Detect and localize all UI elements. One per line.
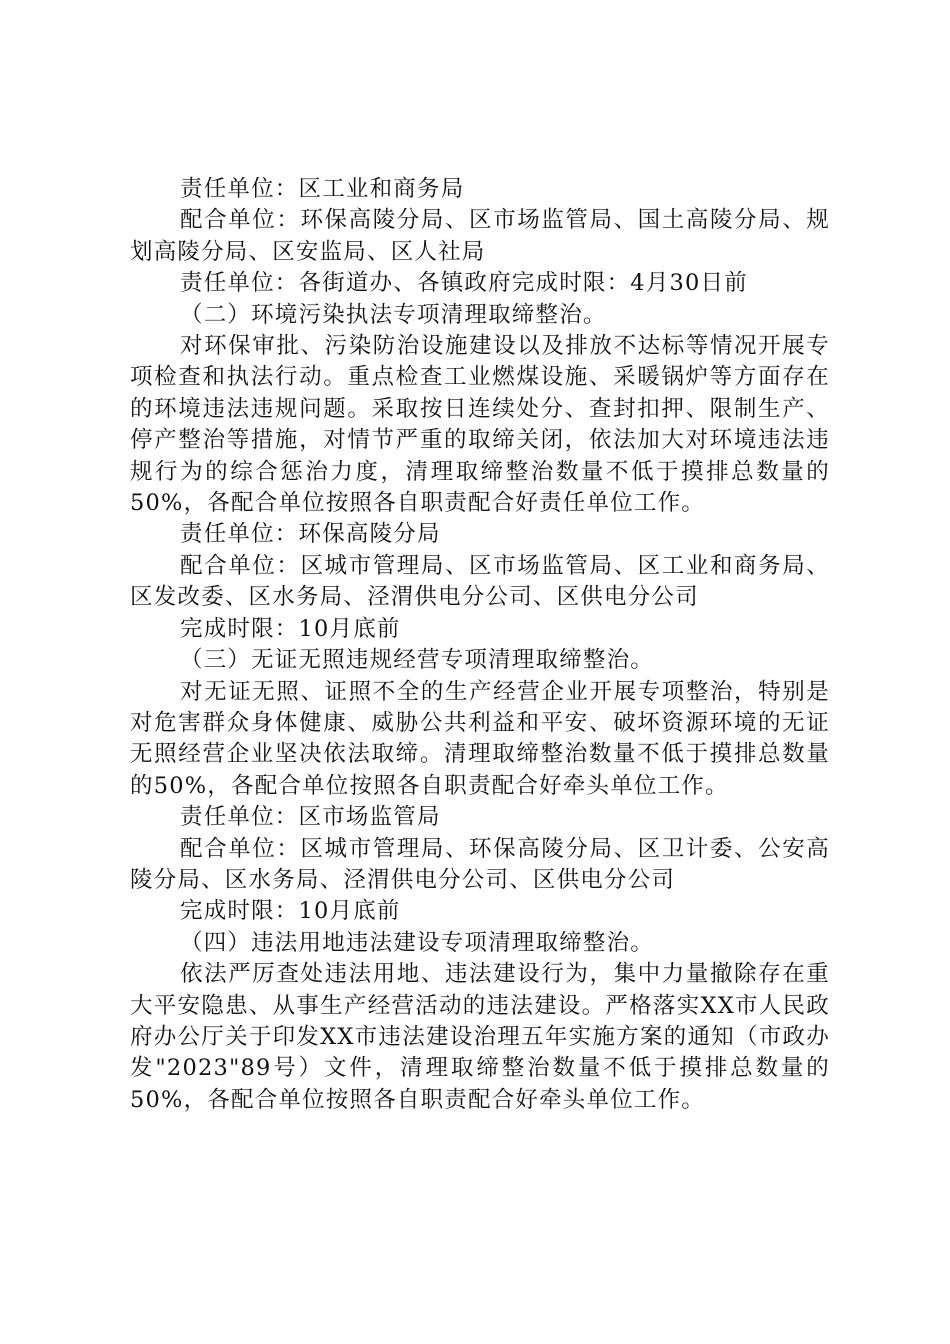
paragraph-responsible-unit-2: 责任单位：环保高陵分局 bbox=[180, 521, 441, 548]
paragraph-section-2-body: 对环保审批、污染防治设施建设以及排放不达标等情况开展专项检查和执法行动。重点检查工业燃煤设施、采暖锅炉等方面存在的环境违法违规问题。采取按日连续处分、查封扣押、限制生产、停产整治等措施，对情节严重的取缔关闭，依法加大对环境违法违规行为的综合惩治力度，清理取缔整治数量不低于摸排总数量的50%，各配合单位按照各自职责配合好责任单位工作。 bbox=[130, 333, 830, 517]
paragraph-responsible-unit-deadline: 责任单位：各街道办、各镇政府完成时限：4月30日前 bbox=[180, 270, 748, 297]
section-heading-2: （二）环境污染执法专项清理取缔整治。 bbox=[180, 301, 607, 328]
paragraph-deadline-3: 完成时限：10月底前 bbox=[180, 898, 401, 925]
paragraph-section-4-body: 依法严厉查处违法用地、违法建设行为，集中力量撤除存在重大平安隐患、从事生产经营活动的违法建设。严格落实XX市人民政府办公厅关于印发XX市违法建设治理五年实施方案的通知（市政办发"2023"89号）文件，清理取缔整治数量不低于摸排总数量的50%，各配合单位按照各自职责配合好牵头单位工作。 bbox=[130, 961, 830, 1113]
document-body bbox=[130, 174, 830, 1116]
paragraph-cooperating-units-3: 配合单位：区城市管理局、环保高陵分局、区卫计委、公安高陵分局、区水务局、泾渭供电分公司、区供电分公司 bbox=[130, 835, 830, 893]
paragraph-cooperating-units-2: 配合单位：区城市管理局、区市场监管局、区工业和商务局、区发改委、区水务局、泾渭供电分公司、区供电分公司 bbox=[130, 552, 830, 611]
paragraph-cooperating-units-1: 配合单位：环保高陵分局、区市场监管局、国土高陵分局、规划高陵分局、区安监局、区人社局 bbox=[130, 207, 830, 265]
paragraph-deadline-2: 完成时限：10月底前 bbox=[180, 615, 401, 642]
section-heading-4: （四）违法用地违法建设专项清理取缔整治。 bbox=[180, 929, 655, 956]
paragraph-responsible-unit-3: 责任单位：区市场监管局 bbox=[180, 804, 441, 831]
section-heading-3: （三）无证无照违规经营专项清理取缔整治。 bbox=[180, 647, 655, 674]
paragraph-section-3-body: 对无证无照、证照不全的生产经营企业开展专项整治，特别是对危害群众身体健康、威胁公共利益和平安、破坏资源环境的无证无照经营企业坚决依法取缔。清理取缔整治数量不低于摸排总数量的50%，各配合单位按照各自职责配合好牵头单位工作。 bbox=[130, 678, 830, 799]
paragraph-responsible-unit-1: 责任单位：区工业和商务局 bbox=[180, 176, 465, 202]
